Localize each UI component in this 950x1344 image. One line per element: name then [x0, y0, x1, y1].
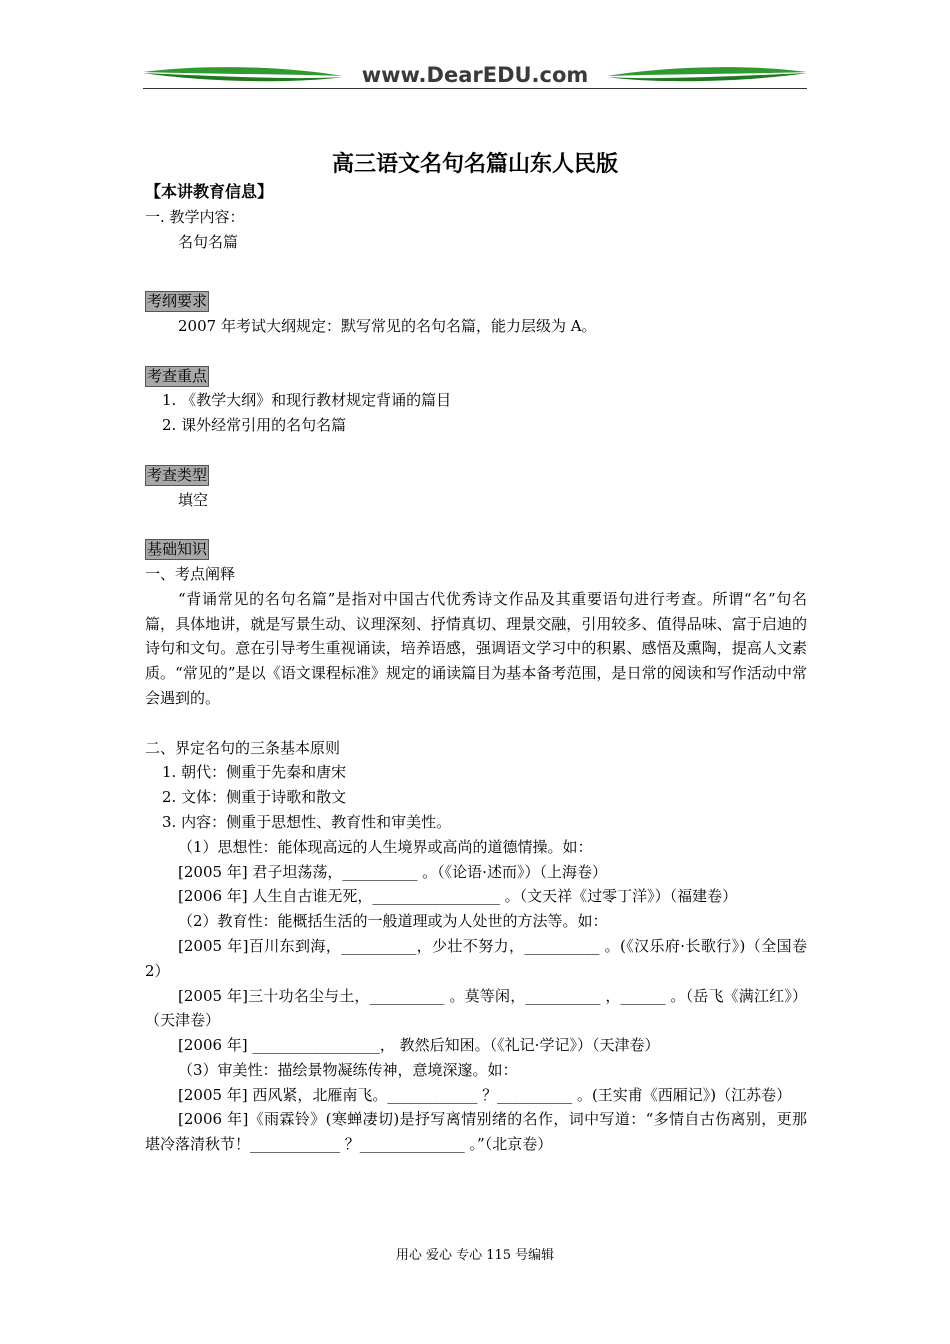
teaching-content-label: 一. 教学内容： — [145, 207, 245, 226]
sub2-heading: （2）教育性：能概括生活的一般道理或为人处世的方法等。如： — [178, 912, 608, 931]
kaogang-text: 2007 年考试大纲规定：默写常见的名句名篇，能力层级为 A。 — [178, 316, 597, 335]
s2-heading: 二、界定名句的三条基本原则 — [145, 738, 341, 757]
page-title: 高三语文名句名篇山东人民版 — [331, 151, 618, 177]
example-line: [2005 年]三十功名尘与土，__________ 。莫等闲，__________ ，______ 。（岳飞《满江红》）（天津卷） — [145, 986, 807, 1030]
leixing-text: 填空 — [178, 490, 209, 509]
document-body — [145, 180, 807, 1157]
leixing-tag: 考查类型 — [147, 465, 208, 484]
zhongdian-tag: 考查重点 — [147, 366, 208, 385]
site-logo-text: www.DearEDU.com — [361, 63, 589, 87]
s1-heading: 一、考点阐释 — [145, 564, 236, 583]
example-line: [2006 年] _________________， 教然后知困。（《礼记·学记》）（天津卷） — [178, 1036, 660, 1055]
example-line: [2006 年] 人生自古谁无死，_________________ 。（文天祥《过零丁洋》）（福建卷） — [178, 887, 738, 906]
example-line: [2005 年]百川东到海，__________，少壮不努力，__________ 。(《汉乐府·长歌行》)（全国卷 2） — [145, 936, 807, 980]
section-info-heading: 【本讲教育信息】 — [145, 182, 274, 201]
sub3-heading: （3）审美性：描绘景物凝练传神，意境深邃。如： — [178, 1060, 518, 1079]
principle-item: 3. 内容：侧重于思想性、教育性和审美性。 — [162, 812, 452, 831]
principle-item: 1. 朝代：侧重于先秦和唐宋 — [162, 763, 347, 782]
example-line: [2006 年]《雨霖铃》(寒蝉凄切)是抒写离情别绪的名作，词中写道：“多情自古伤离别，更那堪冷落清秋节！____________ ？______________ 。”（北京卷） — [145, 1110, 807, 1154]
zhongdian-item: 2. 课外经常引用的名句名篇 — [162, 416, 347, 435]
page-footer: 用心 爱心 专心 115 号编辑 — [395, 1248, 555, 1263]
s1-paragraph: “背诵常见的名句名篇”是指对中国古代优秀诗文作品及其重要语句进行考查。所谓“名”句名篇，具体地讲，就是写景生动、议理深刻、抒情真切、理景交融，引用较多、值得品味、富于启迪的诗句和文句。意在引导考生重视诵读，培养语感，强调语文学习中的积累、感悟及熏陶，提高人文素质。“常见的”是以《语文课程标准》规定的诵读篇目为基本备考范围，是日常的阅读和写作活动中常会遇到的。 — [145, 589, 807, 707]
principle-item: 2. 文体：侧重于诗歌和散文 — [162, 788, 347, 807]
kaogang-tag: 考纲要求 — [147, 292, 208, 311]
example-line: [2005 年] 君子坦荡荡，__________ 。（《论语·述而》）（上海卷） — [178, 862, 607, 881]
header-divider — [143, 88, 807, 89]
sub1-heading: （1）思想性：能体现高远的人生境界或高尚的道德情操。如： — [178, 837, 593, 856]
example-line: [2005 年] 西风紧，北雁南飞。____________ ？__________ 。(王实甫《西厢记》)（江苏卷） — [178, 1085, 792, 1104]
teaching-content-value: 名句名篇 — [178, 232, 239, 251]
jichu-tag: 基础知识 — [147, 540, 208, 559]
zhongdian-item: 1. 《教学大纲》和现行教材规定背诵的篇目 — [162, 391, 452, 410]
